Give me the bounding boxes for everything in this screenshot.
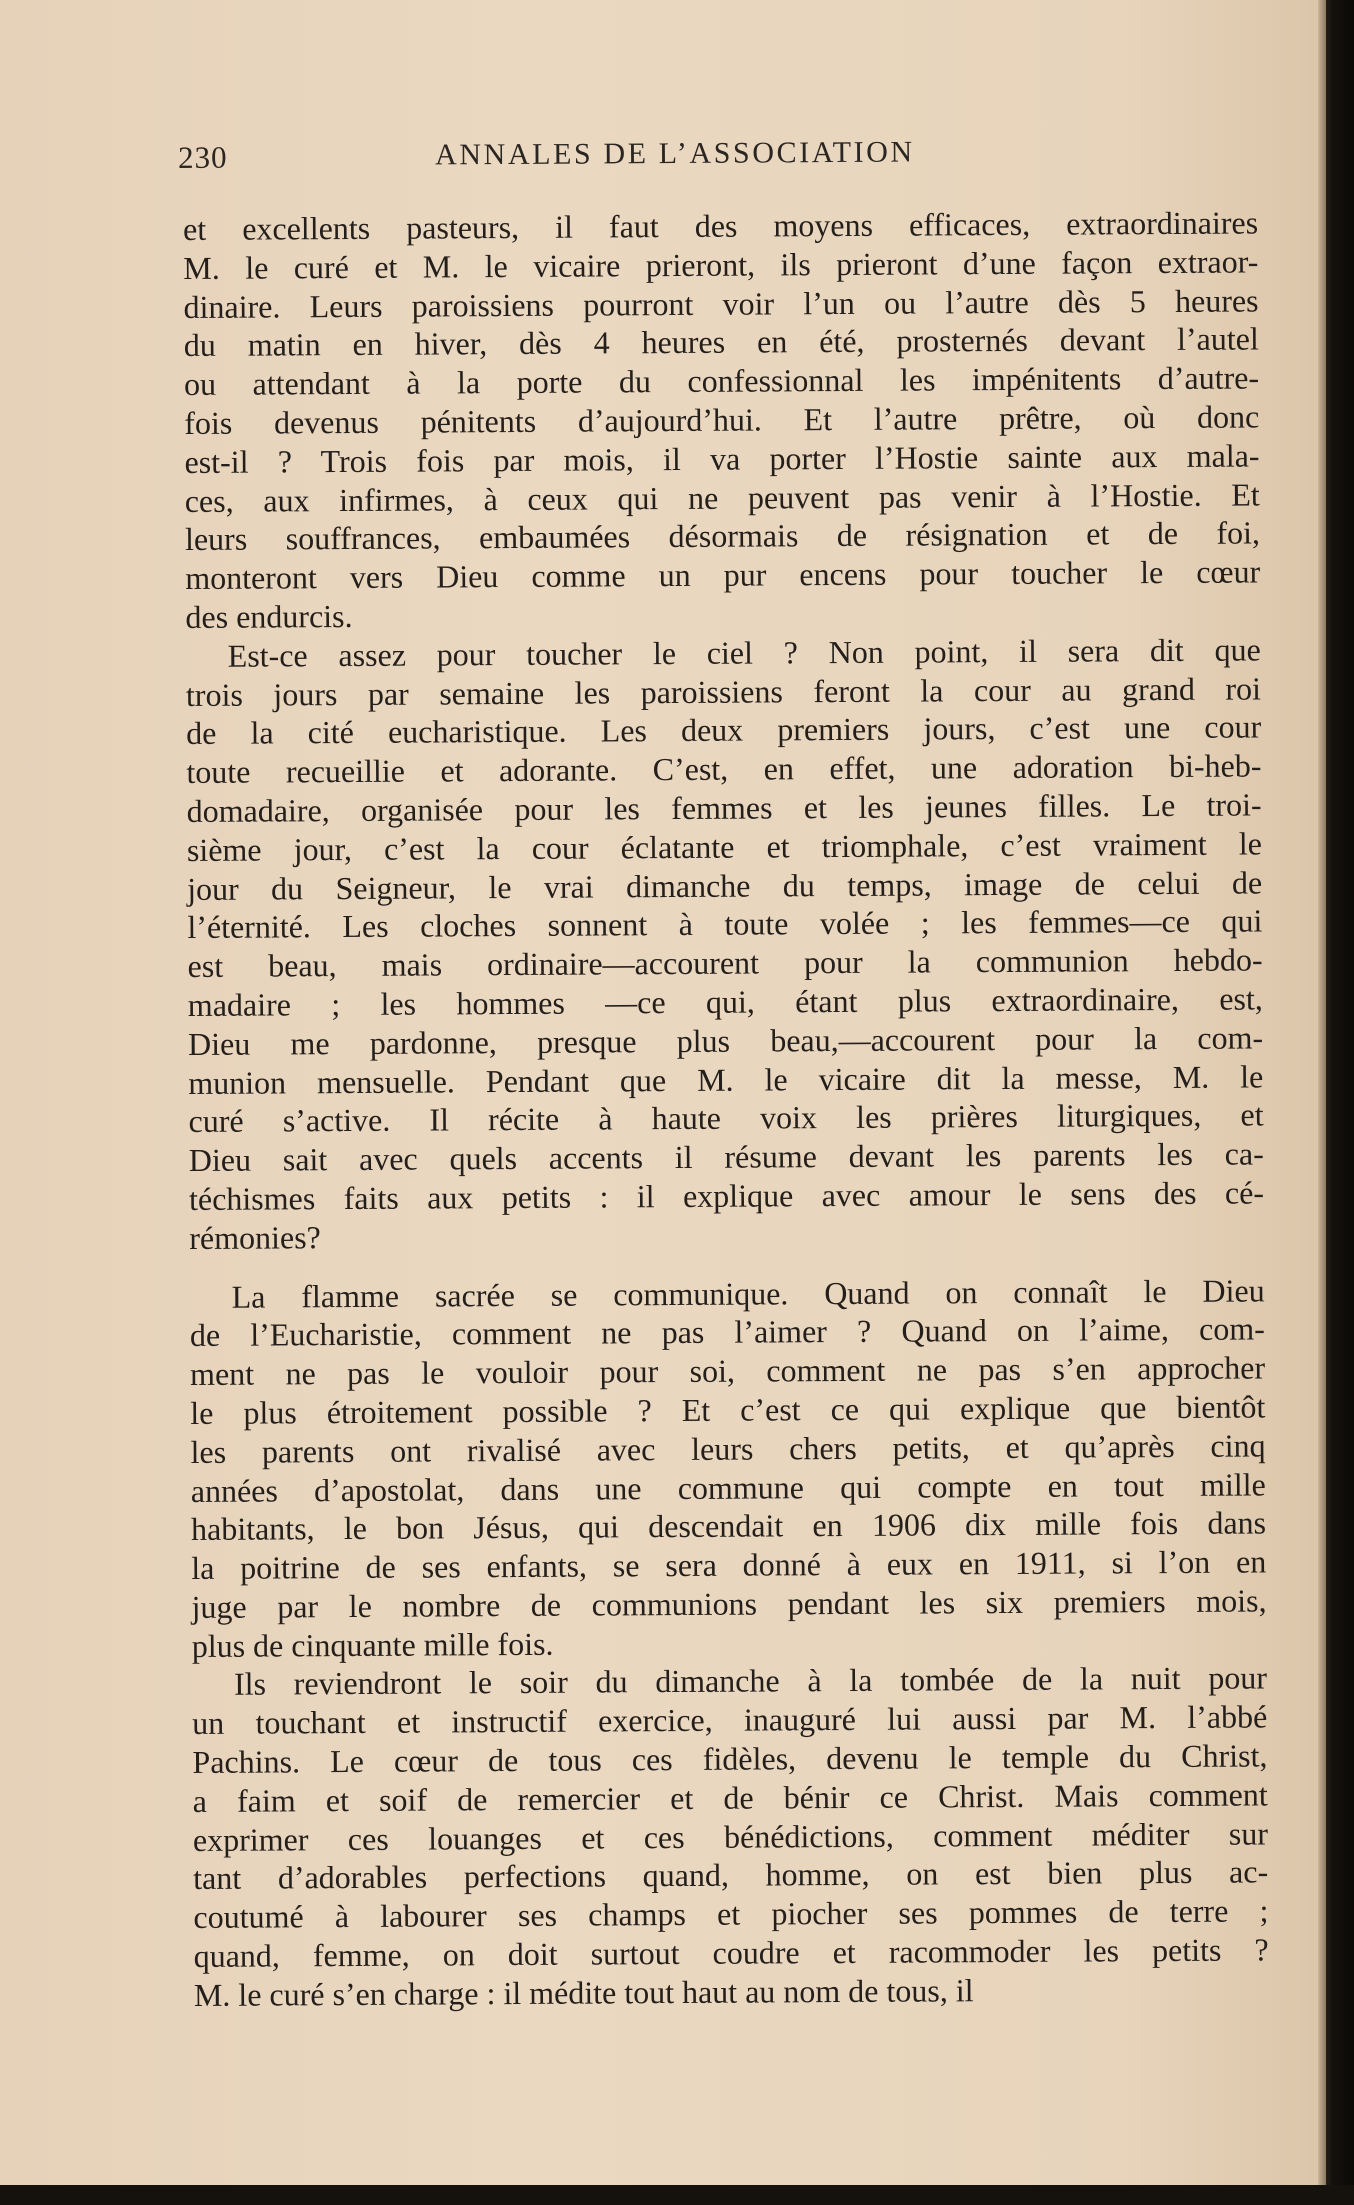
- text-line-content: du matin en hiver, dès 4 heures en été, prosternés devant l’autel: [183, 320, 1259, 364]
- text-line-content: toute recueillie et adorante. C’est, en effet, une adoration bi-heb-: [186, 747, 1262, 791]
- text-line: [193, 1853, 1268, 1898]
- text-line: [186, 708, 1261, 753]
- text-line: [193, 1814, 1268, 1859]
- text-line: [185, 514, 1260, 559]
- text-line-content: juge par le nombre de communions pendant les six premiers mois,: [191, 1582, 1267, 1625]
- text-line-content: exprimer ces louanges et ces bénédictions, comment méditer sur: [192, 1815, 1269, 1858]
- text-line-content: un touchant et instructif exercice, inauguré lui aussi par M. l’abbé: [192, 1698, 1268, 1742]
- text-line: [192, 1659, 1267, 1704]
- text-line-content: les parents ont rivalisé avec leurs chers petits, et qu’après cinq: [190, 1427, 1266, 1470]
- text-line-content: curé s’active. Il récite à haute voix les prières liturgiques, et: [188, 1096, 1264, 1140]
- text-line: [184, 320, 1259, 365]
- text-line-content: madaire ; les hommes —ce qui, étant plus extraordinaire, est,: [187, 980, 1263, 1023]
- text-line: [183, 281, 1258, 326]
- text-line-content: monteront vers Dieu comme un pur encens pour toucher le cœur: [185, 553, 1261, 597]
- text-line: [185, 475, 1260, 520]
- text-line: [186, 630, 1261, 675]
- text-line-content: de l’Eucharistie, comment ne pas l’aimer ? Quand on l’aime, com-: [189, 1310, 1265, 1354]
- text-line: [192, 1736, 1267, 1781]
- text-line: [193, 1775, 1268, 1820]
- text-line-content: années d’apostolat, dans une commune qui compte en tout mille: [190, 1465, 1266, 1509]
- text-line: [183, 242, 1258, 287]
- text-line: [192, 1620, 1267, 1665]
- text-line-content: fois devenus pénitents d’aujourd’hui. Et l’autre prêtre, où donc: [184, 398, 1260, 441]
- page-edge: [1318, 0, 1354, 2205]
- text-line-content: ou attendant à la porte du confessionnal les impénitents d’autre-: [183, 359, 1260, 403]
- text-line-content: jour du Seigneur, le vrai dimanche du temps, image de celui de: [187, 863, 1263, 907]
- text-line-content: tant d’adorables perfections quand, homme, on est bien plus ac-: [193, 1853, 1269, 1897]
- text-line-content: munion mensuelle. Pendant que M. le vicaire dit la messe, M. le: [188, 1057, 1264, 1101]
- text-line-content: de la cité eucharistique. Les deux premiers jours, c’est une cour: [186, 708, 1262, 752]
- text-line: [185, 553, 1260, 598]
- text-line: [190, 1426, 1265, 1471]
- text-line-content: Pachins. Le cœur de tous ces fidèles, devenu le temple du Christ,: [192, 1737, 1268, 1781]
- text-line: [190, 1271, 1265, 1316]
- text-line-content: domadaire, organisée pour les femmes et les jeunes filles. Le troi-: [186, 786, 1262, 829]
- text-line-content: le plus étroitement possible ? Et c’est ce qui explique que bientôt: [190, 1388, 1266, 1431]
- text-line-content: habitants, le bon Jésus, qui descendait en 1906 dix mille fois dans: [190, 1504, 1267, 1548]
- text-line: [189, 1135, 1264, 1180]
- text-line-content: coutumé à labourer ses champs et piocher ses pommes de terre ;: [193, 1892, 1269, 1936]
- text-line-content: quand, femme, on doit surtout coudre et racommoder les petits ?: [193, 1931, 1269, 1975]
- text-line-content: M. le curé s’en charge : il médite tout haut au nom de tous, il: [193, 1972, 974, 2013]
- text-line-content: ment ne pas le vouloir pour soi, comment ne pas s’en approcher: [190, 1349, 1266, 1393]
- text-line: [193, 1892, 1268, 1937]
- text-line-content: Dieu me pardonne, presque plus beau,—accourent pour la com-: [187, 1019, 1264, 1062]
- text-line-content: Ils reviendront le soir du dimanche à la tombée de la nuit pour: [233, 1659, 1268, 1703]
- text-line: [191, 1465, 1266, 1510]
- text-line: [186, 747, 1261, 792]
- text-line-content: Est-ce assez pour toucher le ciel ? Non point, il sera dit que: [227, 631, 1261, 674]
- text-line: [185, 591, 1260, 636]
- page-edge-sheet: [1318, 0, 1326, 2185]
- text-line: [192, 1698, 1267, 1743]
- text-line: [189, 1212, 1264, 1257]
- text-line: [184, 397, 1259, 442]
- bottom-band: [0, 2185, 1354, 2205]
- text-line-content: dinaire. Leurs paroissiens pourront voir l’un ou l’autre dès 5 heures: [183, 282, 1259, 325]
- text-line: [188, 1096, 1263, 1141]
- text-line-content: l’éternité. Les cloches sonnent à toute volée ; les femmes—ce qui: [187, 902, 1263, 946]
- text-line: [191, 1581, 1266, 1626]
- text-line-content: est beau, mais ordinaire—accourent pour la communion hebdo-: [187, 941, 1263, 985]
- text-line: [186, 669, 1261, 714]
- running-title: ANNALES DE L’ASSOCIATION: [434, 135, 915, 172]
- paragraph: [186, 630, 1265, 1257]
- text-line-content: sième jour, c’est la cour éclatante et triomphale, c’est vraiment le: [186, 825, 1262, 868]
- text-line: [189, 1173, 1264, 1218]
- text-line-content: Dieu sait avec quels accents il résume devant les parents les ca-: [188, 1135, 1264, 1179]
- text-line-content: et excellents pasteurs, il faut des moyens efficaces, extraordinaires: [183, 204, 1259, 247]
- text-line-content: est-il ? Trois fois par mois, il va porter l’Hostie sainte aux mala-: [184, 437, 1260, 480]
- page-header: [178, 133, 1258, 184]
- text-line: [188, 979, 1263, 1024]
- text-line-content: M. le curé et M. le vicaire prieront, ils prieront d’une façon extraor-: [183, 243, 1259, 286]
- text-line: [190, 1310, 1265, 1355]
- text-line: [190, 1387, 1265, 1432]
- text-line-content: ces, aux infirmes, à ceux qui ne peuvent pas venir à l’Hostie. Et: [184, 476, 1260, 519]
- text-line: [183, 203, 1258, 248]
- text-line: [187, 863, 1262, 908]
- text-line: [191, 1504, 1266, 1549]
- text-line: [194, 1930, 1269, 1975]
- text-line: [184, 436, 1259, 481]
- text-line-content: rémonies?: [189, 1218, 321, 1256]
- text-line-content: des endurcis.: [185, 597, 353, 635]
- text-line: [187, 824, 1262, 869]
- body-text: [183, 203, 1269, 2014]
- text-line: [194, 1969, 1269, 2014]
- text-line: [188, 1057, 1263, 1102]
- text-line: [188, 941, 1263, 986]
- text-line-content: trois jours par semaine les paroissiens feront la cour au grand roi: [185, 669, 1262, 713]
- text-line-content: La flamme sacrée se communique. Quand on connaît le Dieu: [231, 1271, 1265, 1315]
- text-line: [187, 902, 1262, 947]
- paragraph: [183, 203, 1261, 636]
- text-line-content: a faim et soif de remercier et de bénir ce Christ. Mais comment: [192, 1776, 1268, 1819]
- text-line: [191, 1543, 1266, 1588]
- text-line: [187, 785, 1262, 830]
- text-line-content: plus de cinquante mille fois.: [191, 1625, 554, 1664]
- paragraph: [190, 1271, 1267, 1666]
- text-line: [184, 359, 1259, 404]
- text-line-content: leurs souffrances, embaumées désormais de résignation et de foi,: [184, 514, 1261, 558]
- text-line: [188, 1018, 1263, 1063]
- text-line-content: téchismes faits aux petits : il explique avec amour le sens des cé-: [188, 1174, 1265, 1217]
- page-number: 230: [178, 139, 228, 175]
- text-line-content: la poitrine de ses enfants, se sera donné à eux en 1911, si l’on en: [191, 1543, 1267, 1587]
- text-line: [190, 1349, 1265, 1394]
- paragraph: [192, 1659, 1269, 2015]
